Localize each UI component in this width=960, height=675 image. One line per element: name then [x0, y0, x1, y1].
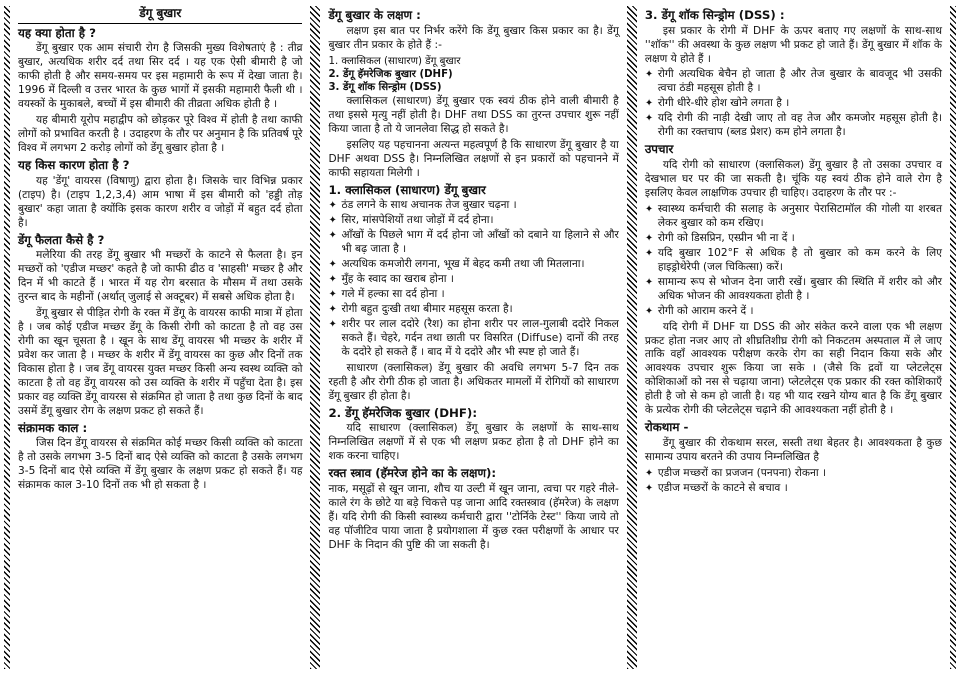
para-symptoms-intro: लक्षण इस बात पर निर्भर करेंगे कि डेंगू बुखार किस प्रकार का है। डेंगू बुखार तीन प्रकार के होते हैं :-	[328, 24, 619, 51]
diamond-bullet-icon: ✦	[644, 276, 654, 288]
diamond-bullet-icon: ✦	[644, 98, 654, 110]
para-classic-duration: साधारण (क्लासिकल) डेंगू बुखार की अवधि लगभग 5-7 दिन तक रहती है और रोगी ठीक हो जाता है। अधिकतर मामलों में रोगियों को साधारण डेंगू बुखार ही होता है।	[328, 361, 619, 402]
para-prevention: डेंगू बुखार की रोकथाम सरल, सस्ती तथा बेहतर है। आवश्यकता है कुछ सामान्य उपाय बरतने की उपाय निम्नलिखित है	[644, 436, 942, 463]
page-title: डेंगू बुखार	[18, 6, 302, 24]
heading-what: यह क्या होता है ?	[18, 25, 96, 40]
para-classic-note: क्लासिकल (साधारण) डेंगू बुखार एक स्वयं ठीक होने वाली बीमारी है तथा इससे मृत्यु नहीं होती है। DHF तथा DSS का तुरन्त उपचार शुरू नहीं किया जाता है तो ये जानलेवा सिद्ध हो सकते है।	[328, 94, 619, 135]
para-bleeding: नाक, मसूढ़ों से खून जाना, शौच या उल्टी में खून जाना, त्वचा पर गहरे नीले-काले रंग के छोटे या बड़े चिकत्ते पड़ जाना आदि रक्तस्त्राव (हॅमरेज) के लक्षण हैं। यदि रोगी की किसी स्वास्थ्य कर्मचारी द्वारा ''टोर्निके टेस्ट'' किया जाये तो वह पॉजीटिव पाया जाता है प्रयोगशाला में कुछ रक्त परीक्षणों के आधार पर DHF के निदान की पुष्टि की जा सकती है।	[328, 482, 619, 551]
diamond-bullet-icon: ✦	[328, 259, 337, 271]
heading-dss: 3. डेंगू शॉक सिन्ड्रोम (DSS) :	[644, 8, 785, 22]
para-incubation: जिस दिन डेंगू वायरस से संक्रमित कोई मच्छर किसी व्यक्ति को काटता है तो उसके लगभग 3-5 दिनों बाद ऐसे व्यक्ति को काटता है उसके लगभग 3-5 दिनों बाद ऐसे व्यक्ति में डेंगू बुखार के लक्षण प्रकट हो सकते हैं। यह संक्रामक काल 3-10 दिनों तक भी हो सकता है ।	[18, 437, 303, 492]
dss-symptom-list	[645, 68, 942, 140]
types-list	[328, 55, 618, 95]
list-item: ✦ रोगी धीरे-धीरे होश खोने लगता है ।	[644, 97, 790, 110]
heading-bleeding: रक्त स्त्राव (हॅमरेज होने का के लक्षण):	[328, 466, 497, 481]
diamond-bullet-icon: ✦	[644, 482, 654, 494]
para-what-1: डेंगू बुखार एक आम संचारी रोग है जिसकी मुख्य विशेषताएं है : तीव्र बुखार, अत्यधिक शरीर दर्द तथा सिर दर्द । यह एक ऐसी बीमारी है जो काफी होती है और समय-समय पर इस महामारी के रूप में देखा जाता है। 1996 में दिल्ली व उत्तर भारत के कुछ भागों में इसकी महामारी फैली थी । वयस्कों के मुकाबले, बच्चों में इस बीमारी की तीव्रता अधिक होती है ।	[18, 42, 303, 111]
list-item: ✦ एडीज मच्छरों के काटने से बचाव ।	[644, 481, 788, 494]
list-item: ✦ एडीज मच्छरों का प्रजजन (पनपना) रोकना ।	[644, 466, 827, 479]
treatment-list	[645, 203, 942, 319]
diamond-bullet-icon: ✦	[644, 467, 654, 479]
column-1	[10, 6, 310, 669]
list-item: ✦ रोगी को आराम करने दें ।	[644, 304, 754, 317]
diamond-bullet-icon: ✦	[328, 289, 337, 301]
para-cause: यह 'डेंगू' वायरस (विषाणु) द्वारा होता है। जिसके चार विभिन्न प्रकार (टाइप) है। (टाइप 1,2,3,4) आम भाषा में इस बीमारी को 'हड्डी तोड़ बुखार' कहा जाता है क्योंकि इसक कारण शरीर व जोड़ों में बहुत दर्द होता है।	[18, 174, 303, 229]
heading-prevention: रोकथाम -	[644, 420, 689, 435]
diamond-bullet-icon: ✦	[328, 215, 337, 227]
para-identify: इसलिए यह पहचानना अत्यन्त महत्वपूर्ण है कि साधारण डेंगू बुखार है या DHF अथवा DSS है। निम्नलिखित लक्षणों से इन प्रकारों को पहचानने में काफी सहायता मिलेगी ।	[328, 138, 619, 179]
para-hospital: यदि रोगी में DHF या DSS की ओर संकेत करने वाला एक भी लक्षण प्रकट होता नजर आए तो शीघ्रतिशीघ्र रोगी को निकटतम अस्पताल में ले जाए ताकि वहाँ आवश्यक परीक्षण करके रोग का सही निदान किया सके और आवश्यक उपचार शुरू किया जा सके । (जैसे कि द्रवों या प्लेटलेट्स कोशिकाओं को नस से चढ़ाया जाना) प्लेटलेट्स एक प्रकार की रक्त कोशिकाएँ होती है जो से कम हो जाती है। यह भी याद रखने योग्य बात है कि डेंगू बुखार के प्रत्येक रोगी की प्लेटलेट्स चढ़ाने की आवश्यकता नहीं होती है ।	[644, 320, 942, 417]
list-item: ✦ अत्यधिक कमजोरी लगना, भूख में बेहद कमी तथा जी मितलाना।	[328, 258, 585, 271]
diamond-bullet-icon: ✦	[328, 200, 337, 212]
type-item: 1. क्लासिकल (साधारण) डेंगू बुखार	[328, 55, 461, 67]
heading-incubation: संक्रामक काल :	[18, 420, 88, 435]
classic-symptom-list	[328, 199, 618, 360]
list-item: ✦ आँखों के पिछले भाग में दर्द होना जो आँखों को दबाने या हिलाने से और भी बढ़ जाता है ।	[328, 229, 619, 256]
list-item: ✦ यदि बुखार 102°F से अधिक है तो बुखार को कम करने के लिए हाइड्रोथेरेपी (जल चिकित्सा) करें।	[644, 246, 942, 273]
hatch-divider-2	[627, 6, 637, 669]
list-item: ✦ रोगी अत्यधिक बेचैन हो जाता है और तेज बुखार के बावजूद भी उसकी त्वचा ठंडी महसूस होती है ।	[644, 68, 942, 95]
list-item: ✦ सामान्य रूप से भोजन देना जारी रखें। बुखार की स्थिति में शरीर को और अधिक भोजन की आवश्यकता होती है ।	[644, 275, 942, 302]
heading-spread: डेंगू फैलता कैसे है ?	[18, 232, 105, 247]
para-dhf: यदि साधारण (क्लासिकल) डेंगू बुखार के लक्षणों के साथ-साथ निम्नलिखित लक्षणों में से एक भी लक्षण प्रकट होता है तो DHF होने का शक करना चाहिए।	[328, 422, 619, 463]
diamond-bullet-icon: ✦	[644, 247, 654, 259]
diamond-bullet-icon: ✦	[644, 203, 654, 215]
diamond-bullet-icon: ✦	[644, 69, 654, 81]
column-3	[637, 6, 950, 669]
diamond-bullet-icon: ✦	[644, 232, 654, 244]
para-spread-2: डेंगू बुखार से पीड़ित रोगी के रक्त में डेंगू के वायरस काफी मात्रा में होता है । जब कोई एडीज मच्छर डेंगू के किसी रोगी को काटता है तो वह उस रोगी का खून चूसता है । खून के साथ डेंगू वायरस भी मच्छर के शरीर में प्रवेश कर जाता है । मच्छर के शरीर में डेंगू वायरस का कुछ और दिनों तक विकास होता है । जब डेंगू वायरस युक्त मच्छर किसी अन्य स्वस्थ व्यक्ति को काटता है तो वह डेंगू वायरस को उस व्यक्ति के शरीर में पहुँचा देता है। इस प्रकार वह व्यक्ति डेंगू वायरस से संक्रमित हो जाता है तथा कुछ दिनों के बाद उसमें डेंगू बुखार रोग के लक्षण प्रकट हो सकते हैं।	[18, 307, 303, 417]
heading-symptoms: डेंगू बुखार के लक्षण :	[328, 8, 421, 22]
para-what-2: यह बीमारी यूरोप महाद्वीप को छोड़कर पूरे विश्व में होती है तथा काफी लोगों को प्रभावित करती है । उदाहरण के तौर पर अनुमान है कि प्रतिवर्ष पूरे विश्व में लगभग 2 करोड़ लोगों को डेंगू बुखार होता है ।	[18, 114, 303, 155]
list-item: ✦ रोगी बहुत दुःखी तथा बीमार महसूस करता है।	[328, 303, 513, 316]
prevention-list	[645, 467, 942, 496]
para-spread-1: मलेरिया की तरह डेंगू बुखार भी मच्छरों के काटने से फैलता है। इन मच्छरों को 'एडीज मच्छर' कहते है जो काफी ढीठ व 'साहसी' मच्छर है और दिन में भी काटते हैं । भारत में यह रोग बरसात के मौसम में तथा उसके तुरन्त बाद के महीनों (अर्थात् जुलाई से अक्टूबर) में सबसे अधिक होता है।	[18, 249, 303, 304]
type-item: 3. डेंगू शॉक सिन्ड्रोम (DSS)	[328, 82, 442, 94]
hatch-border-right	[950, 6, 956, 669]
list-item: ✦ शरीर पर लाल ददोरे (रैश) का होना शरीर पर लाल-गुलाबी ददोरे निकल सकते हैं। चेहरे, गर्दन तथा छाती पर विसरित (Diffuse) दानों की तरह के ददोरे हो सकते हैं । बाद में ये ददोरे और भी स्पष्ट हो जाते हैं।	[328, 317, 619, 358]
list-item: ✦ सिर, मांसपेशियों तथा जोड़ों में दर्द होना।	[328, 214, 494, 227]
diamond-bullet-icon: ✦	[644, 305, 654, 317]
list-item: ✦ रोगी को डिसप्रिन, एस्प्रीन भी ना दें ।	[644, 231, 795, 244]
diamond-bullet-icon: ✦	[328, 230, 337, 242]
para-dss: इस प्रकार के रोगी में DHF के ऊपर बताए गए लक्षणों के साथ-साथ ''शॉक'' की अवस्था के कुछ लक्षण भी प्रकट हो जाते हैं। डेंगू बुखार में शॉक के लक्षण ये होते हैं ।	[644, 24, 942, 65]
column-2	[320, 6, 626, 669]
list-item: ✦ यदि रोगी की नाड़ी देखी जाए तो वह तेज और कमजोर महसूस होती है। रोगी का रक्तचाप (ब्लड प्रेशर) कम होने लगता है।	[644, 112, 942, 139]
list-item: ✦ स्वास्थ्य कर्मचारी की सलाह के अनुसार पेरासिटामॉल की गोली या शरबत लेकर बुखार को कम रखिए।	[644, 202, 942, 229]
heading-cause: यह किस कारण होता है ?	[18, 158, 130, 173]
heading-classic: 1. क्लासिकल (साधारण) डेंगू बुखार	[328, 182, 486, 197]
diamond-bullet-icon: ✦	[644, 113, 654, 125]
list-item: ✦ मुँह के स्वाद का खराब होना ।	[328, 273, 454, 286]
diamond-bullet-icon: ✦	[328, 318, 337, 330]
heading-dhf: 2. डेंगू हॅमरेजिक बुखार (DHF):	[328, 405, 478, 420]
diamond-bullet-icon: ✦	[328, 274, 337, 286]
heading-treatment: उपचार	[644, 142, 674, 157]
para-treatment: यदि रोगी को साधारण (क्लासिकल) डेंगू बुखार है तो उसका उपचार व देखभाल घर पर की जा सकती है। चूंकि यह स्वयं ठीक होने वाले रोग है इसलिए केवल लाक्षणिक उपचार ही चाहिए। उदाहरण के तौर पर :-	[644, 158, 942, 199]
diamond-bullet-icon: ✦	[328, 304, 337, 316]
list-item: ✦ गले में हल्का सा दर्द होना ।	[328, 288, 445, 301]
hatch-divider-1	[310, 6, 320, 669]
list-item: ✦ ठंड लगने के साथ अचानक तेज बुखार चढ़ना ।	[328, 199, 517, 212]
type-item: 2. डेंगू हॅमरेजिक बुखार (DHF)	[328, 68, 453, 80]
